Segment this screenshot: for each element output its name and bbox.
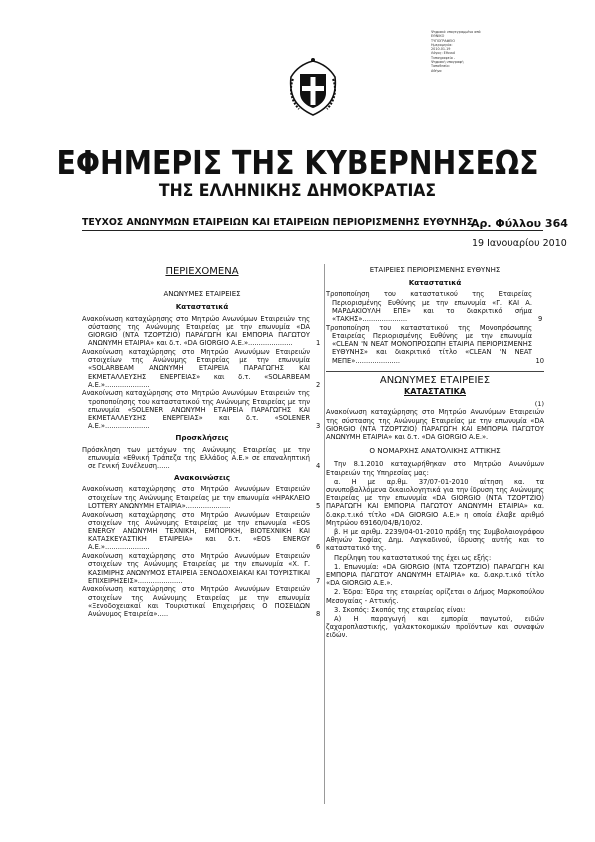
- body-paragraph: α. Η με αρ.θμ. 37/07-01-2010 αίτηση κα. τα συνυποβαλλόμενα δικαιολογητικά για την ίδρυση της Ανώνυμης Εταιρείας με την επωνυμία «DA GIORGIO (ΝΤΑ ΤΖΟΡΤΖΙΟ) ΠΑΡΑΓΩΓΗ ΚΑΙ ΕΜΠΟΡΙΑ ΠΑΓΩΤΟΥ ΑΝΩΝΥΜΗ ΕΤΑΙΡΙΑ» κα. δ.ακρ.τ.ικό τίτλο «DA GIORGIO A.E.» η οποία έλαβε αριθμό Μητρώου 69160/04/Β/10/02.: [326, 477, 544, 527]
- section-heading: ΑΝΩΝΥΜΕΣ ΕΤΑΙΡΕΙΕΣ: [379, 374, 491, 386]
- body-paragraph: 1. Επωνυμία: «DA GIORGIO (ΝΤΑ ΤΖΟΡΤΖΙΟ) ΠΑΡΑΓΩΓΗ ΚΑΙ ΕΜΠΟΡΙΑ ΠΑΓΩΤΟΥ ΑΝΩΝΥΜΗ ΕΤΑΙΡΙΑ» κα. δ.ακρ.τ.ικό τίτλο «DA GIORGIO A.E.».: [326, 562, 544, 588]
- toc-entry-text: Ανακοίνωση καταχώρησης στο Μητρώο Ανωνύμων Εταιρειών στοιχείων της Ανώνυμης Εταιρείας με την επωνυμία «ΗΡΑΚΛΕΙΟ LOTTERY ΑΝΩΝΥΜΗ ΕΤΑΙΡΙΑ».....................: [82, 485, 310, 510]
- stamp-line: Τυπογραφείο -: [431, 55, 456, 60]
- toc-entry-text: Τροποποίηση του καταστατικού της Εταιρείας Περιορισμένης Ευθύνης με την επωνυμία «Γ. ΚΑΙ Α. ΜΑΡΔΑΚΙΟΥΛΗ ΕΠΕ» και το διακριτικό σήμα «ΤΑΚΗΣ».....................: [326, 290, 532, 324]
- stamp-line: Ημερομηνία:: [431, 42, 453, 47]
- toc-list-katastatika: [82, 315, 322, 431]
- prefect-heading: Ο ΝΟΜΑΡΧΗΣ ΑΝΑΤΟΛΙΚΗΣ ΑΤΤΙΚΗΣ: [369, 446, 501, 456]
- stamp-line: 2010.01.19: [431, 47, 451, 52]
- toc-entry[interactable]: Ανακοίνωση καταχώρησης στο Μητρώο Ανωνύμων Εταιρειών της σύστασης της Ανώνυμης Εταιρείας με την επωνυμία «DA GIORGIO (ΝΤΑ ΤΖΟΡΤΖΙΟ) ΠΑΡΑΓΩΓΗ ΚΑΙ ΕΜΠΟΡΙΑ ΠΑΓΩΤΟΥ ΑΝΩΝΥΜΗ ΕΤΑΙΡΙΑ» και δ.τ. «DA GIORGIO A.E.»..................... 1: [82, 314, 321, 348]
- body-paragraph: Την 8.1.2010 καταχωρήθηκαν στο Μητρώο Ανωνύμων Εταιρειών της Υπηρεσίας μας:: [326, 460, 544, 477]
- body-paragraph: Περίληψη του καταστατικού της έχει ως εξής:: [334, 553, 492, 562]
- toc-entry-page: 10: [535, 356, 544, 365]
- toc-column: [82, 268, 322, 619]
- toc-section-ae: ΑΝΩΝΥΜΕΣ ΕΤΑΙΡΕΙΕΣ: [163, 290, 241, 299]
- column-divider: [324, 264, 325, 804]
- toc-entry[interactable]: [326, 324, 544, 365]
- toc-entry-text: Ανακοίνωση καταχώρησης στο Μητρώο Ανωνύμων Εταιρειών της σύστασης της Ανώνυμης Εταιρείας με την επωνυμία «DA GIORGIO (ΝΤΑ ΤΖΟΡΤΖΙΟ) ΠΑΡΑΓΩΓΗ ΚΑΙ ΕΜΠΟΡΙΑ ΠΑΓΩΤΟΥ ΑΝΩΝΥΜΗ ΕΤΑΙΡΙΑ» και δ.τ. «DA GIORGIO A.E.».....................: [82, 314, 310, 348]
- stamp-line: Τοποθεσία:: [431, 64, 450, 69]
- stamp-line: ΕΘΝΙΚΟ: [431, 34, 445, 39]
- toc-entry-text: Ανακοίνωση καταχώρησης στο Μητρώο Ανωνύμων Εταιρειών στοιχείων της Ανώνυμης Εταιρείας με την επωνυμία «Χ. Γ. ΚΑΣΙΜΙΡΗΣ ΑΝΩΝΥΜΟΣ ΕΤΑΙΡΕΙΑ ΞΕΝΟΔΟΧΕΙΑΚΑΙ ΚΑΙ ΤΟΥΡΙΣΤΙΚΑΙ ΕΠΙΧΕΙΡΗΣΕΙΣ».....................: [82, 552, 310, 585]
- toc-list-proskliseis: [82, 446, 322, 471]
- toc-entry-text: Ανακοίνωση καταχώρησης στο Μητρώο Ανωνύμων Εταιρειών στοιχείων της Ανώνυμης Εταιρείας με την επωνυμία «Ξενοδοχειακαί και Τουριστικαί Επιχειρήσεις Ο ΠΟΣΕΙΔΩΝ Ανώνυμος Εταιρεία».....: [82, 585, 310, 619]
- issue-date: 19 Ιανουαρίου 2010: [472, 238, 567, 249]
- toc-subsection-katastatika: Καταστατικά: [175, 302, 229, 312]
- announcement-body: [326, 460, 544, 639]
- body-paragraph: β. Η με αριθμ. 2239/04-01-2010 πράξη της Συμβολαιογράφου Αθηνών Σοφίας Δημ. Λαγκαδινού, ίδρυσης αυτής και το καταστατικό της.: [326, 527, 544, 553]
- toc-entry[interactable]: Ανακοίνωση καταχώρησης στο Μητρώο Ανωνύμων Εταιρειών στοιχείων της Ανώνυμης Εταιρείας με την επωνυμία «ΗΡΑΚΛΕΙΟ LOTTERY ΑΝΩΝΥΜΗ ΕΤΑΙΡΙΑ»..................... 5: [82, 485, 321, 510]
- stamp-line: Λόγος: Εθνικό: [431, 51, 456, 56]
- digital-signature-stamp: [431, 30, 497, 73]
- toc-entry[interactable]: Ανακοίνωση καταχώρησης στο Μητρώο Ανωνύμων Εταιρειών στοιχείων της Ανώνυμης Εταιρείας με την επωνυμία «Χ. Γ. ΚΑΣΙΜΙΡΗΣ ΑΝΩΝΥΜΟΣ ΕΤΑΙΡΕΙΑ ΞΕΝΟΔΟΧΕΙΑΚΑΙ ΚΑΙ ΤΟΥΡΙΣΤΙΚΑΙ ΕΠΙΧΕΙΡΗΣΕΙΣ»..................... 7: [82, 552, 321, 585]
- gazette-subtitle: ΤΗΣ ΕΛΛΗΝΙΚΗΣ ΔΗΜΟΚΡΑΤΙΑΣ: [158, 181, 437, 201]
- announcement-intro: Ανακοίνωση καταχώρησης στο Μητρώο Ανωνύμων Εταιρειών της σύστασης της Ανώνυμης Εταιρείας με την επωνυμία «DA GIORGIO (ΝΤΑ ΤΖΟΡΤΖΙΟ) ΠΑΡΑΓΩΓΗ ΚΑΙ ΕΜΠΟΡΙΑ ΠΑΓΩΤΟΥ ΑΝΩΝΥΜΗ ΕΤΑΙΡΙΑ» και δ.τ. «DA GIORGIO A.E.».: [326, 408, 544, 441]
- toc-entry-text: Τροποποίηση του καταστατικού της Μονοπρόσωπης Εταιρείας Περιορισμένης Ευθύνης με την επωνυμία «CLEAN 'N NEAT ΜΟΝΟΠΡΟΣΩΠΗ ΕΤΑΙΡΙΑ ΠΕΡΙΟΡΙΣΜΕΝΗΣ ΕΥΘΥΝΗΣ» και διακριτικό τίτλο «CLEAN 'N NEAT ΜΕΠΕ».....................: [326, 323, 532, 365]
- header-rule: [82, 230, 543, 231]
- greek-coat-of-arms-emblem: [287, 55, 339, 119]
- toc-entry-text: Ανακοίνωση καταχώρησης στο Μητρώο Ανωνύμων Εταιρειών στοιχείων της Ανώνυμης Εταιρείας με την επωνυμία «EOS ENERGY ΑΝΩΝΥΜΗ ΤΕΧΝΙΚΗ, ΕΜΠΟΡΙΚΗ, ΒΙΟΤΕΧΝΙΚΗ ΚΑΙ ΚΑΤΑΣΚΕΥΑΣΤΙΚΗ ΕΤΑΙΡΕΙΑ» και δ.τ. «EOS ENERGY A.E.».....................: [82, 510, 310, 552]
- toc-entry[interactable]: Ανακοίνωση καταχώρησης στο Μητρώο Ανωνύμων Εταιρειών στοιχείων της Ανώνυμης Εταιρείας με την επωνυμία «EOS ENERGY ΑΝΩΝΥΜΗ ΤΕΧΝΙΚΗ, ΕΜΠΟΡΙΚΗ, ΒΙΟΤΕΧΝΙΚΗ ΚΑΙ ΚΑΤΑΣΚΕΥΑΣΤΙΚΗ ΕΤΑΙΡΕΙΑ» και δ.τ. «EOS ENERGY A.E.»..................... 6: [82, 510, 321, 552]
- section-separator: [326, 371, 544, 372]
- toc-list-anakoinoseis: [82, 485, 322, 618]
- stamp-line: Ψηφιακά υπογεγραμμένο από: [431, 30, 481, 34]
- toc-entry[interactable]: Ανακοίνωση καταχώρησης στο Μητρώο Ανωνύμων Εταιρειών στοιχείων της Ανώνυμης Εταιρείας με την επωνυμία «Ξενοδοχειακαί και Τουριστικαί Επιχειρήσεις Ο ΠΟΣΕΙΔΩΝ Ανώνυμος Εταιρεία»..... 8: [82, 585, 321, 619]
- toc-entry[interactable]: Τροποποίηση του καταστατικού της Εταιρείας Περιορισμένης Ευθύνης με την επωνυμία «Γ. ΚΑΙ Α. ΜΑΡΔΑΚΙΟΥΛΗ ΕΠΕ» και το διακριτικό σήμα «ΤΑΚΗΣ»..................... 9: [326, 290, 543, 324]
- stamp-line: Αθήνα: [431, 68, 442, 73]
- stamp-line: ΤΥΠΟΓΡΑΦΕΙΟ: [431, 38, 456, 43]
- toc-entry-text: Ανακοίνωση καταχώρησης στο Μητρώο Ανωνύμων Εταιρειών της τροποποίησης του καταστατικού της Ανώνυμης Εταιρείας με την επωνυμία «SOLENER ΑΝΩΝΥΜΗ ΕΤΑΙΡΕΙΑ ΠΑΡΑΓΩΓΗΣ ΚΑΙ ΕΚΜΕΤΑΛΛΕΥΣΗΣ ΕΝΕΡΓΕΙΑΣ» και δ.τ. «SOLENER A.E.».....................: [82, 389, 310, 431]
- issue-number: Αρ. Φύλλου 364: [471, 217, 568, 230]
- gazette-title: ΕΦΗΜΕΡΙΣ ΤΗΣ ΚΥΒΕΡΝΗΣΕΩΣ: [56, 143, 539, 182]
- toc-title: ΠΕΡΙΕΧΟΜΕΝΑ: [165, 266, 239, 277]
- toc-list-epe: [326, 290, 544, 364]
- stamp-line: Ψηφιακή υπογραφή: [431, 60, 464, 65]
- toc-section-epe: ΕΤΑΙΡΕΙΕΣ ΠΕΡΙΟΡΙΣΜΕΝΗΣ ΕΥΘΥΝΗΣ: [369, 266, 501, 274]
- section-subheading: ΚΑΤΑΣΤΑΤΙΚΑ: [404, 386, 466, 396]
- announcement-number: (1): [534, 400, 544, 409]
- toc-subsection-epe-katastatika: Καταστατικά: [408, 278, 462, 288]
- toc-subsection-anakoinoseis: Ανακοινώσεις: [173, 473, 231, 483]
- body-paragraph: 3. Σκοπός: Σκοπός της εταιρείας είναι:: [334, 605, 466, 614]
- series-name: ΤΕΥΧΟΣ ΑΝΩΝΥΜΩΝ ΕΤΑΙΡΕΙΩΝ ΚΑΙ ΕΤΑΙΡΕΙΩΝ ΠΕΡΙΟΡΙΣΜΕΝΗΣ ΕΥΘΥΝΗΣ: [82, 217, 474, 228]
- toc-entry[interactable]: Πρόσκληση των μετόχων της Ανώνυμης Εταιρείας με την επωνυμία «Εθνική Τράπεζα της Ελλάδος Α.Ε.» σε επαναληπτική σε Γενική Συνέλευση...... 4: [82, 445, 321, 471]
- toc-entry[interactable]: Ανακοίνωση καταχώρησης στο Μητρώο Ανωνύμων Εταιρειών στοιχείων της Ανώνυμης Εταιρείας με την επωνυμία «SOLARBEAM ΑΝΩΝΥΜΗ ΕΤΑΙΡΕΙΑ ΠΑΡΑΓΩΓΗΣ ΚΑΙ ΕΚΜΕΤΑΛΛΕΥΣΗΣ ΕΝΕΡΓΕΙΑΣ» και δ.τ. «SOLARBEAM A.E.»..................... 2: [82, 347, 321, 389]
- toc-entry-text: Πρόσκληση των μετόχων της Ανώνυμης Εταιρείας με την επωνυμία «Εθνική Τράπεζα της Ελλάδος Α.Ε.» σε επαναληπτική σε Γενική Συνέλευση......: [82, 445, 310, 471]
- body-paragraph: 2. Έδρα: Έδρα της εταιρείας ορίζεται ο Δήμος Μαρκοπούλου Μεσογαίας - Αττικής.: [326, 588, 544, 605]
- toc-entry-text: Ανακοίνωση καταχώρησης στο Μητρώο Ανωνύμων Εταιρειών στοιχείων της Ανώνυμης Εταιρείας με την επωνυμία «SOLARBEAM ΑΝΩΝΥΜΗ ΕΤΑΙΡΕΙΑ ΠΑΡΑΓΩΓΗΣ ΚΑΙ ΕΚΜΕΤΑΛΛΕΥΣΗΣ ΕΝΕΡΓΕΙΑΣ» και δ.τ. «SOLARBEAM A.E.».....................: [82, 347, 310, 389]
- toc-entry[interactable]: Ανακοίνωση καταχώρησης στο Μητρώο Ανωνύμων Εταιρειών της τροποποίησης του καταστατικού της Ανώνυμης Εταιρείας με την επωνυμία «SOLENER ΑΝΩΝΥΜΗ ΕΤΑΙΡΕΙΑ ΠΑΡΑΓΩΓΗΣ ΚΑΙ ΕΚΜΕΤΑΛΛΕΥΣΗΣ ΕΝΕΡΓΕΙΑΣ» και δ.τ. «SOLENER A.E.»..................... 3: [82, 389, 321, 431]
- body-paragraph: Α) Η παραγωγή και εμπορία παγωτού, ειδών ζαχαροπλαστικής, γαλακτοκομικών προϊόντων και συναφών ειδών.: [326, 615, 544, 640]
- main-column: [326, 266, 544, 641]
- toc-subsection-proskliseis: Προσκλήσεις: [175, 433, 229, 443]
